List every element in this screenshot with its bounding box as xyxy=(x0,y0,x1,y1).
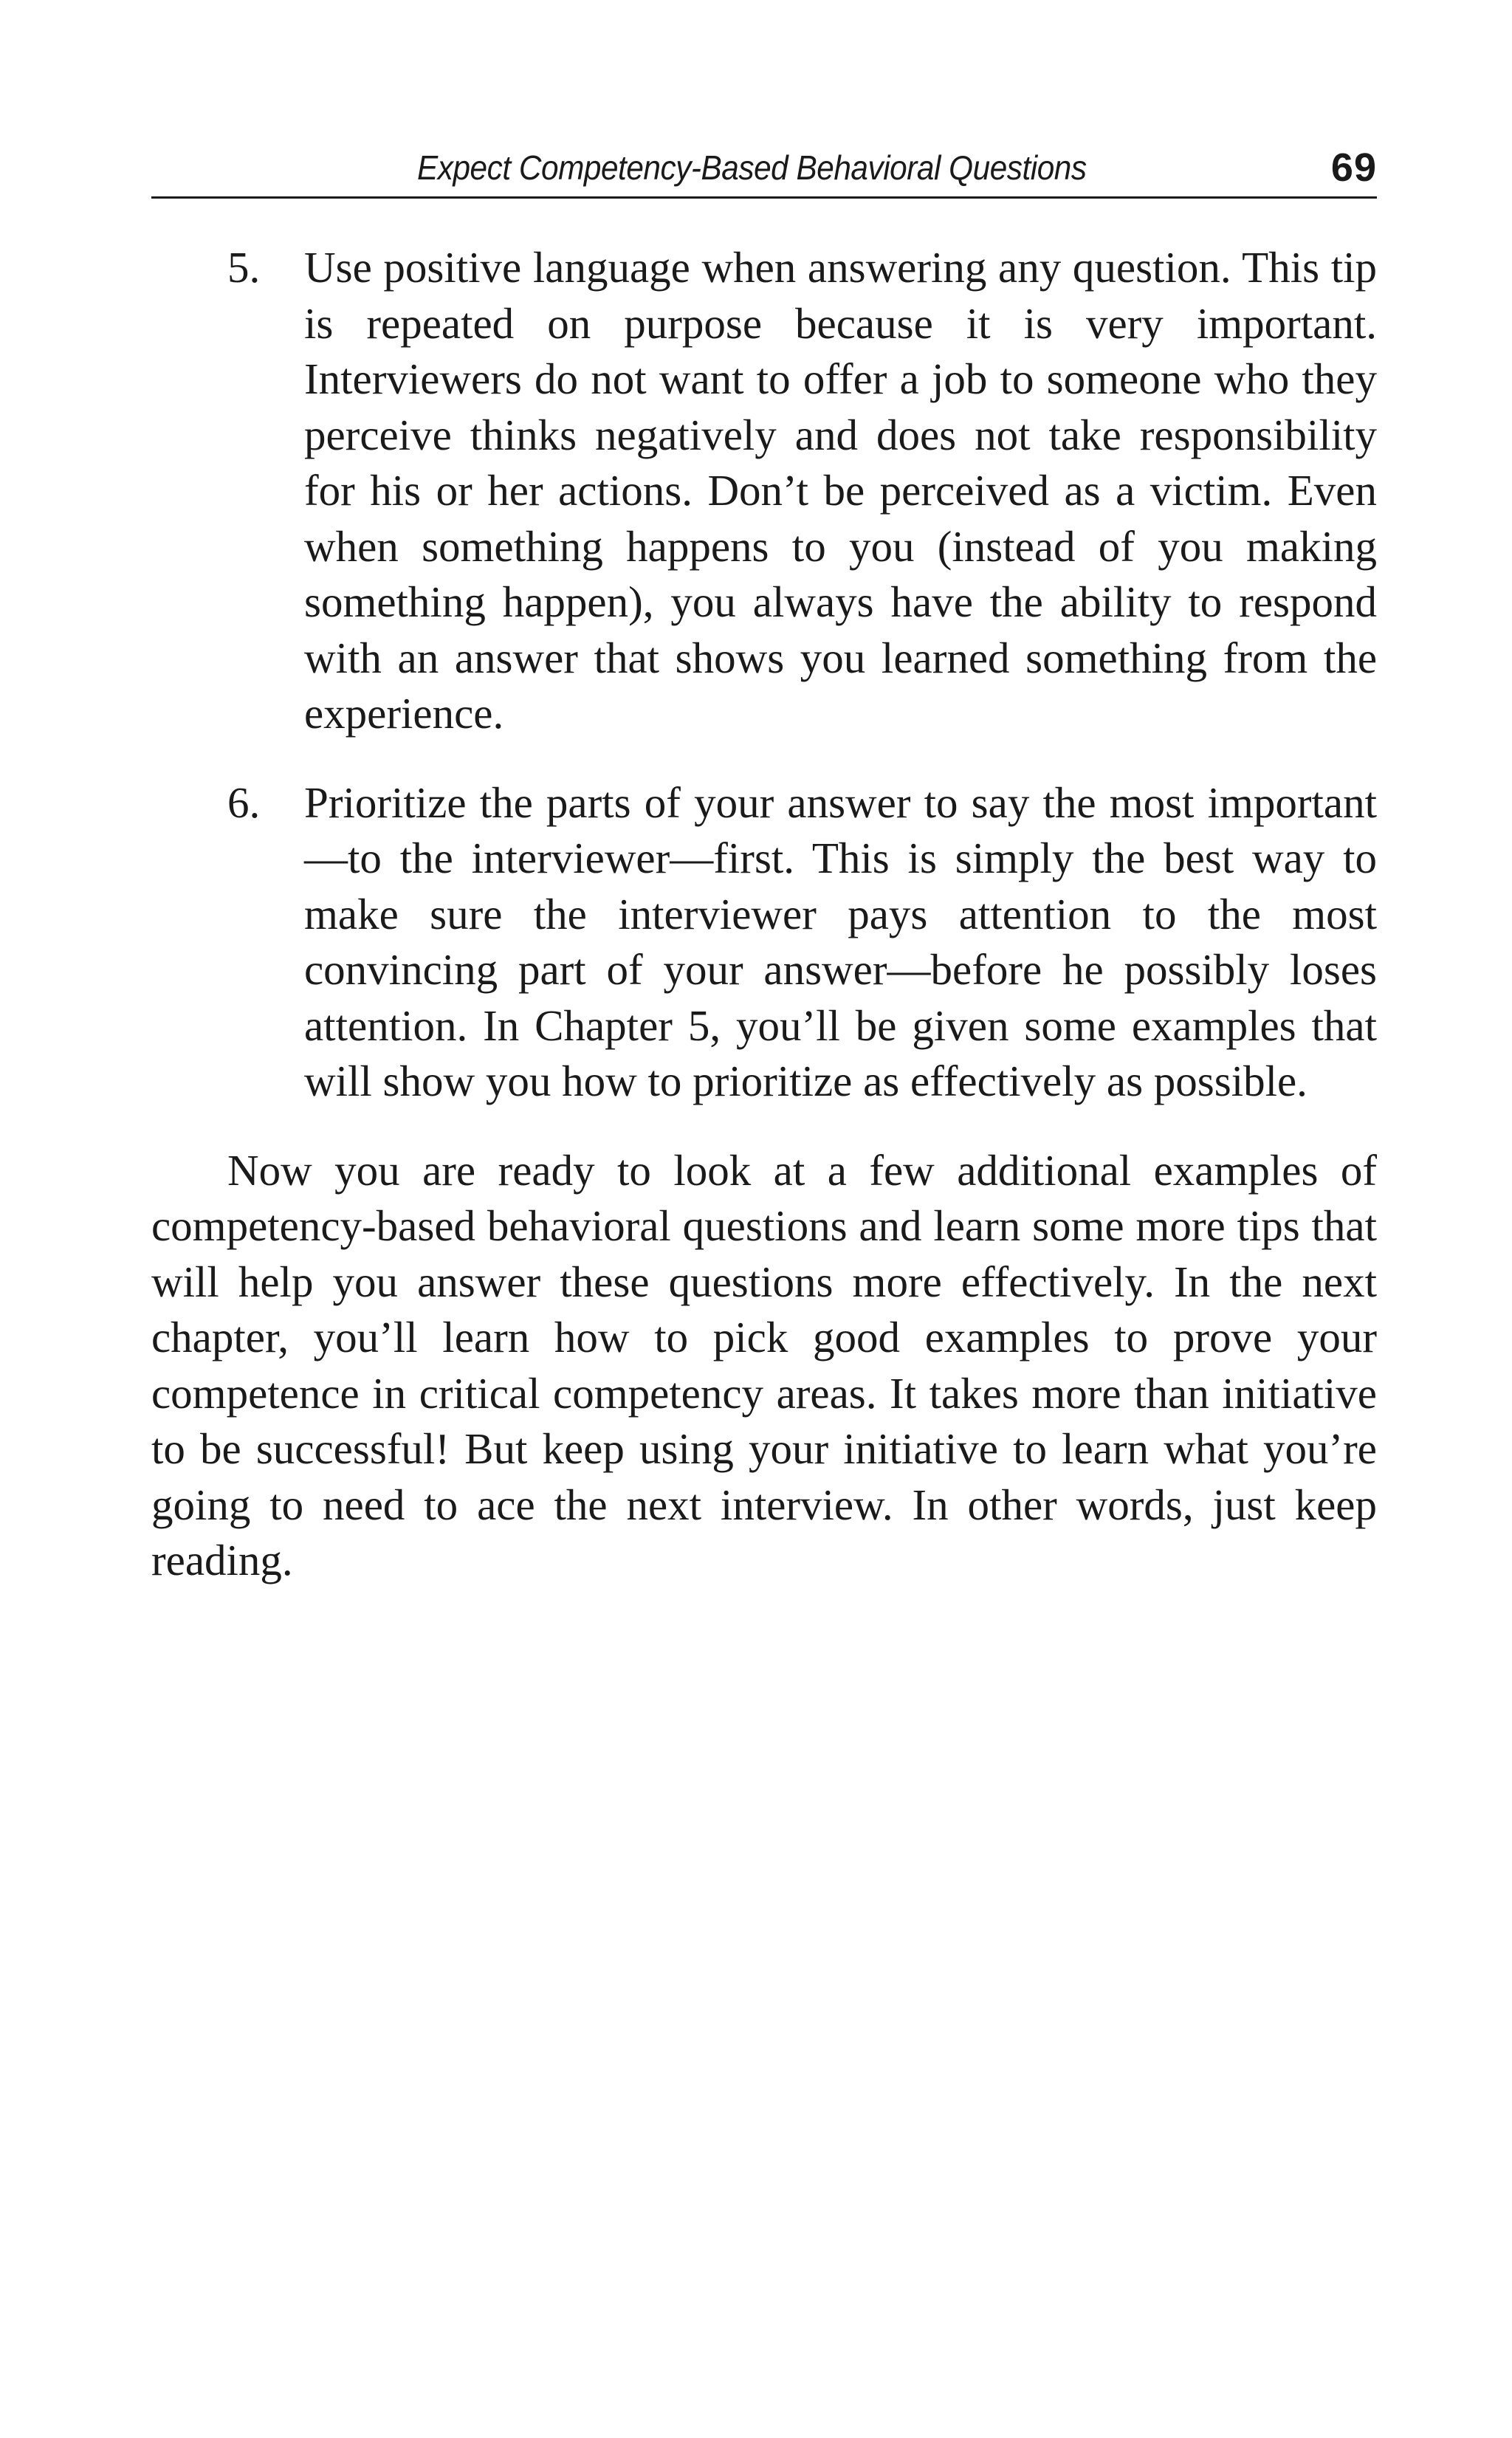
list-item-number: 6. xyxy=(227,777,261,827)
list-item-number: 5. xyxy=(227,243,261,292)
closing-paragraph: Now you are ready to look at a few additional examples of competency-based behavioral questions and learn some more tips that will help you answer these questions more effectively. In the next chapter, you’ll learn how to pick good examples to prove your competence in critical competency areas. It takes more than initiative to be successful! But keep using your initiative to learn what you’re going to need to ace the next interview. In other words, just keep reading. xyxy=(151,1145,1377,1584)
list-item-text: Prioritize the parts of your answer to say the most important—to the interviewer—first. This is simply the best way to make sure the interviewer pays attention to the most convincing part of your answer—before he possibly loses attention. In Chapter 5, you’ll be given some examples that will show you how to prioritize as effectively as possible. xyxy=(304,777,1377,1105)
running-header xyxy=(151,145,1377,199)
list-item-5 xyxy=(151,240,1377,742)
list-item-text: Use positive language when answering any question. This tip is repeated on purpose because it is very important. Interviewers do not want to offer a job to someone who they perceive thinks negatively and does not take responsibility for his or her actions. Don’t be perceived as a victim. Even when something happens to you (instead of you making something happen), you always have the ability to respond with an answer that shows you learned something from the experience. xyxy=(304,243,1377,738)
list-item-6 xyxy=(151,775,1377,1110)
page-number: 69 xyxy=(1330,145,1377,190)
body-text xyxy=(151,240,1377,1589)
running-title: Expect Competency-Based Behavioral Questions xyxy=(417,148,1087,187)
